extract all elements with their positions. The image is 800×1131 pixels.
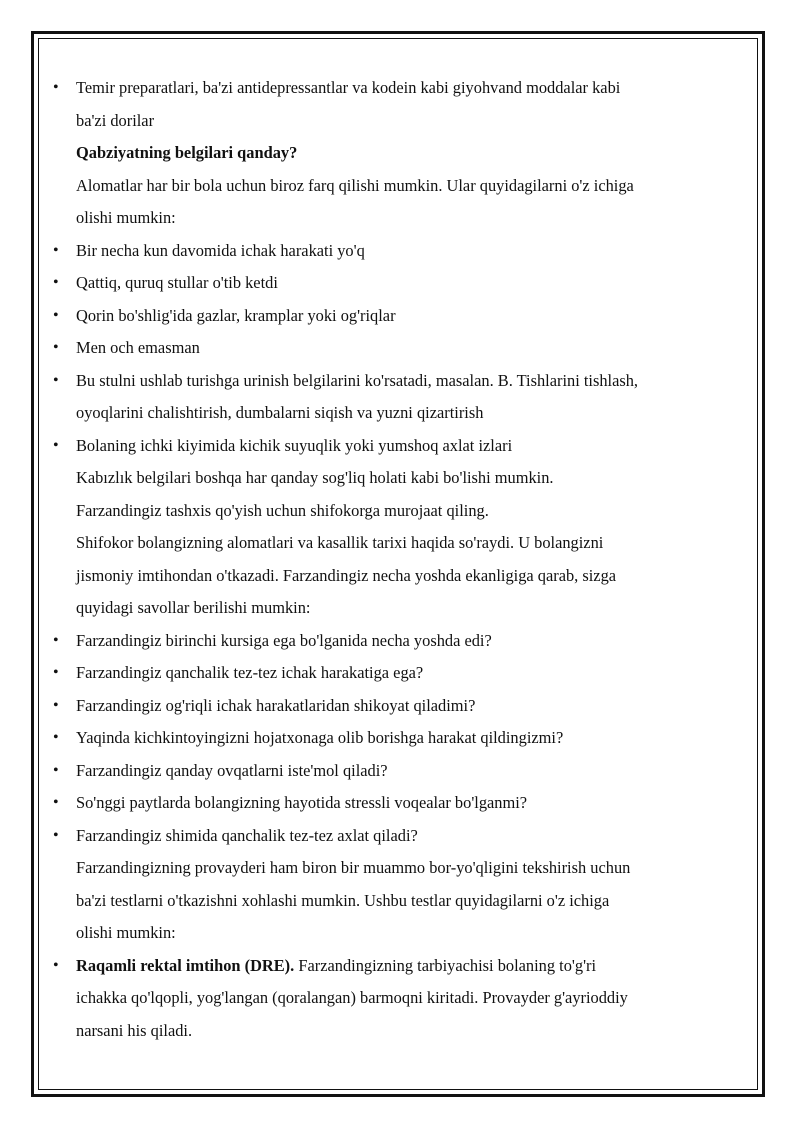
line-text: jismoniy imtihondan o'tkazadi. Farzandingiz necha yoshda ekanligiga qarab, sizga <box>76 565 617 585</box>
line-text: Qorin bo'shlig'ida gazlar, kramplar yoki og'riqlar <box>76 305 396 325</box>
bold-term: Raqamli rektal imtihon (DRE). <box>76 955 295 975</box>
bullet-icon: • <box>53 79 59 96</box>
line-text: ba'zi dorilar <box>76 110 155 130</box>
line-text: olishi mumkin: <box>76 923 176 942</box>
bullet-item-line <box>53 690 736 723</box>
bullet-icon: • <box>53 436 59 454</box>
bullet-item-line <box>53 625 736 658</box>
bullet-icon: • <box>53 696 59 714</box>
line-text: Shifokor bolangizning alomatlari va kasallik tarixi haqida so'raydi. U bolangizni <box>76 533 604 552</box>
paragraph-line <box>76 852 736 885</box>
bullet-item-line <box>53 657 736 690</box>
paragraph-line <box>76 202 736 235</box>
line-text: Farzandingiz birinchi kursiga ega bo'lganida necha yoshda edi? <box>76 630 492 650</box>
line-text: ba'zi testlarni o'tkazishni xohlashi mumkin. Ushbu testlar quyidagilarni o'z ichiga <box>76 890 610 910</box>
line-text: Bu stulni ushlab turishga urinish belgilarini ko'rsatadi, masalan. B. Tishlarini tishlash, <box>76 370 639 390</box>
bullet-icon: • <box>53 664 59 681</box>
bullet-icon: • <box>53 339 59 356</box>
line-text: Farzandingiz qanday ovqatlarni iste'mol qiladi? <box>76 760 388 780</box>
document-body <box>53 72 736 1047</box>
bullet-item-line <box>53 365 736 398</box>
line-text: Temir preparatlari, ba'zi antidepressantlar va kodein kabi giyohvand moddalar kabi <box>76 78 621 97</box>
bullet-item-line <box>53 72 736 105</box>
bullet-item-line <box>53 332 736 365</box>
paragraph-line <box>76 982 736 1015</box>
line-text: Bolaning ichki kiyimida kichik suyuqlik yoki yumshoq axlat izlari <box>76 435 513 455</box>
line-text: Farzandingizning provayderi ham biron bir muammo bor-yo'qligini tekshirish uchun <box>76 858 631 877</box>
bullet-icon: • <box>53 956 59 974</box>
line-text: So'nggi paytlarda bolangizning hayotida stressli voqealar bo'lganmi? <box>76 793 528 812</box>
bullet-icon: • <box>53 306 59 324</box>
line-text: Bir necha kun davomida ichak harakati yo'q <box>76 240 365 260</box>
line-text: Alomatlar har bir bola uchun biroz farq qilishi mumkin. Ular quyidagilarni o'z ichiga <box>76 175 634 195</box>
line-text: Farzandingiz shimida qanchalik tez-tez axlat qiladi? <box>76 825 418 845</box>
bullet-icon: • <box>53 274 59 291</box>
line-text: oyoqlarini chalishtirish, dumbalarni siqish va yuzni qizartirish <box>76 403 484 422</box>
line-text: Men och emasman <box>76 338 200 357</box>
bullet-item-line <box>53 235 736 268</box>
line-text: Kabızlık belgilari boshqa har qanday sog'liq holati kabi bo'lishi mumkin. <box>76 468 554 487</box>
paragraph-line <box>76 592 736 625</box>
line-text: Qattiq, quruq stullar o'tib ketdi <box>76 273 278 292</box>
paragraph-line <box>76 917 736 950</box>
line-text: olishi mumkin: <box>76 208 176 227</box>
bullet-item-line <box>53 267 736 300</box>
paragraph-line <box>76 1015 736 1048</box>
line-text: Farzandingiz og'riqli ichak harakatlaridan shikoyat qiladimi? <box>76 695 476 715</box>
paragraph-line <box>76 495 736 528</box>
bullet-item-line <box>53 430 736 463</box>
bullet-icon: • <box>53 371 59 389</box>
bullet-item-line <box>53 820 736 853</box>
bullet-icon: • <box>53 826 59 844</box>
paragraph-line <box>76 170 736 203</box>
paragraph-line <box>76 397 736 430</box>
line-text: Farzandingizning tarbiyachisi bolaning to'g'ri <box>294 955 597 975</box>
bullet-icon: • <box>53 729 59 746</box>
line-text: quyidagi savollar berilishi mumkin: <box>76 598 311 617</box>
paragraph-line <box>76 885 736 918</box>
line-text: ichakka qo'lqopli, yog'langan (qoralangan) barmoqni kiritadi. Provayder g'ayrioddiy <box>76 988 628 1007</box>
bullet-item-line <box>53 755 736 788</box>
paragraph-line <box>76 560 736 593</box>
line-text: Farzandingiz tashxis qo'yish uchun shifokorga murojaat qiling. <box>76 500 489 520</box>
section-heading <box>76 137 736 170</box>
paragraph-line <box>76 105 736 138</box>
paragraph-line <box>76 462 736 495</box>
bullet-item-line <box>53 787 736 820</box>
line-text: Yaqinda kichkintoyingizni hojatxonaga olib borishga harakat qildingizmi? <box>76 728 564 747</box>
bullet-icon: • <box>53 631 59 649</box>
line-text: narsani his qiladi. <box>76 1020 193 1040</box>
bullet-item-line <box>53 300 736 333</box>
line-text: Farzandingiz qanchalik tez-tez ichak harakatiga ega? <box>76 663 424 682</box>
bullet-item-line <box>53 722 736 755</box>
paragraph-line <box>76 527 736 560</box>
bullet-icon: • <box>53 794 59 811</box>
bullet-icon: • <box>53 241 59 259</box>
bullet-icon: • <box>53 761 59 779</box>
bullet-item-line <box>53 950 736 983</box>
line-text: Qabziyatning belgilari qanday? <box>76 143 298 162</box>
